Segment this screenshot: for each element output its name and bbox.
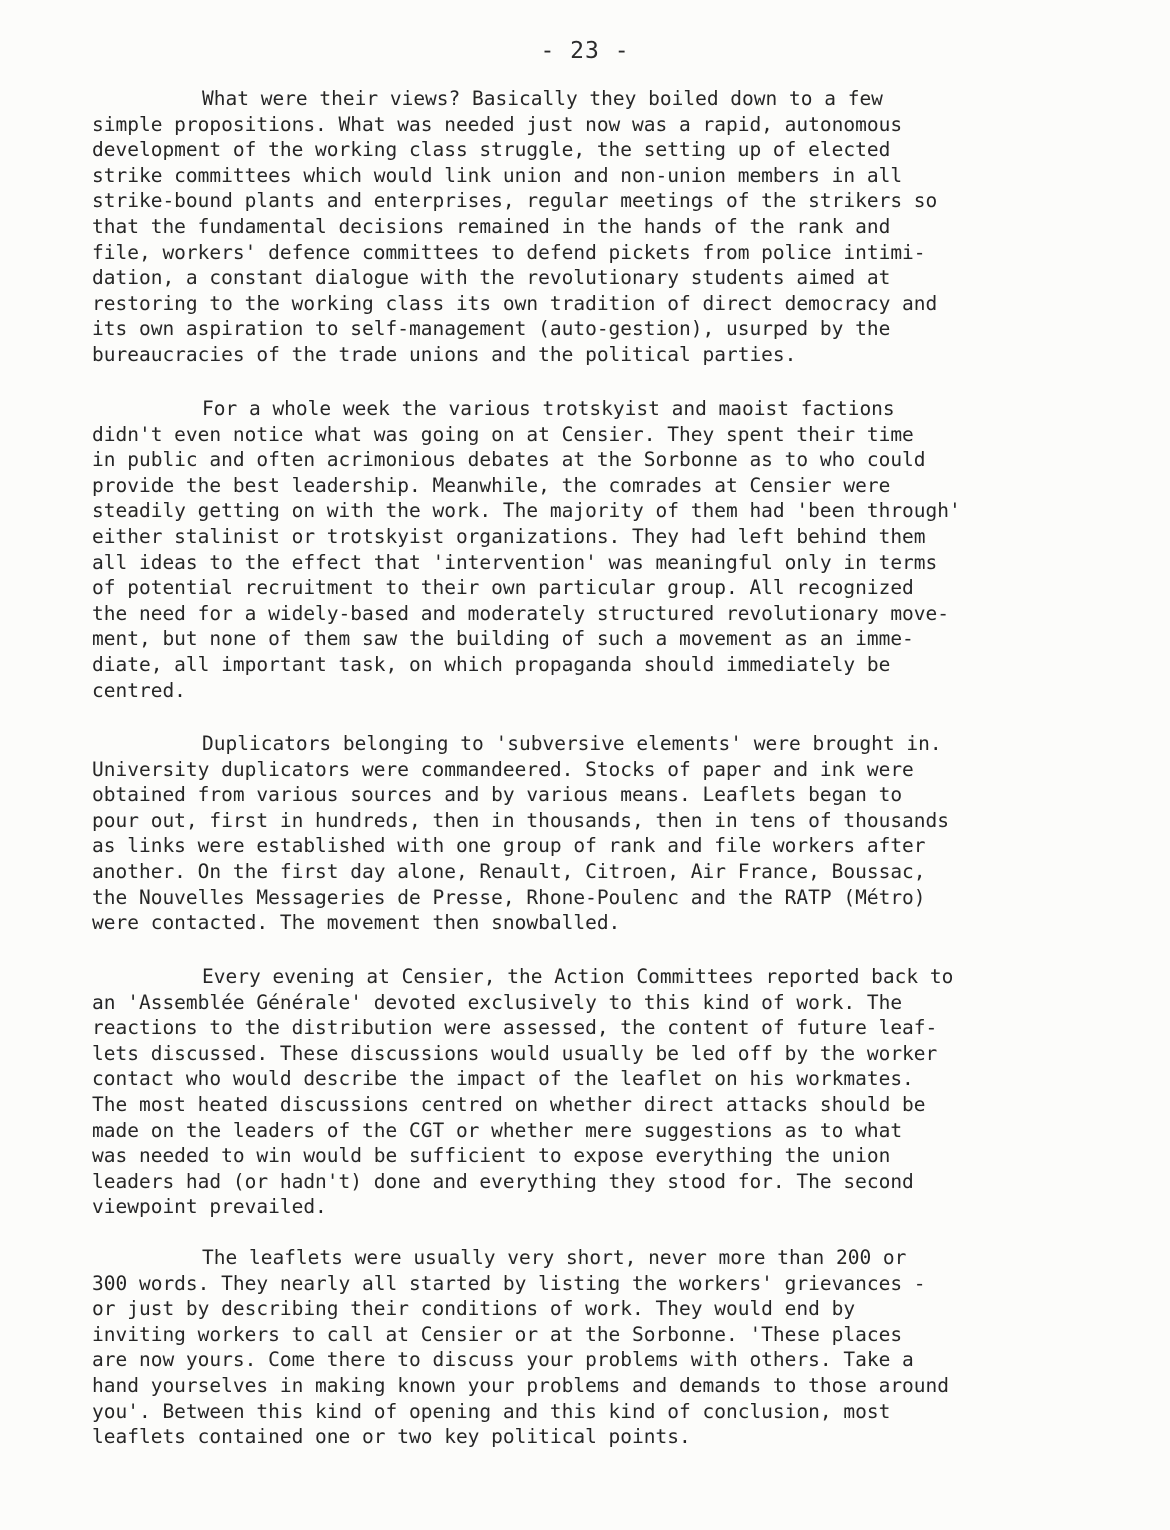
page-number: - 23 -: [540, 38, 630, 64]
text-line: Duplicators belonging to 'subversive elements' were brought in.: [202, 732, 942, 755]
text-line: are now yours. Come there to discuss your problems with others. Take a: [92, 1348, 914, 1372]
text-line: made on the leaders of the CGT or whether mere suggestions as to what: [92, 1118, 903, 1142]
text-line: For a whole week the various trotskyist and maoist factions: [202, 397, 895, 420]
text-line: pour out, first in hundreds, then in thousands, then in tens of thousands: [92, 808, 950, 832]
text-line: reactions to the distribution were assessed, the content of future leaf-: [92, 1016, 938, 1040]
text-line: that the fundamental decisions remained in the hands of the rank and: [92, 214, 891, 238]
text-line: 300 words. They nearly all started by listing the workers' grievances -: [92, 1271, 926, 1295]
paragraph-2: [92, 396, 1112, 703]
text-line: Every evening at Censier, the Action Committees reported back to: [202, 965, 954, 988]
text-line: ment, but none of them saw the building of such a movement as an imme-: [92, 627, 914, 651]
text-line: didn't even notice what was going on at Censier. They spent their time: [92, 422, 914, 446]
text-line: as links were established with one group of rank and file workers after: [92, 834, 926, 858]
text-line: file, workers' defence committees to defend pickets from police intimi-: [92, 240, 926, 264]
text-line: inviting workers to call at Censier or at the Sorbonne. 'These places: [92, 1322, 903, 1346]
text-line: contact who would describe the impact of the leaflet on his workmates.: [92, 1067, 914, 1091]
text-line: all ideas to the effect that 'intervention' was meaningful only in terms: [92, 550, 938, 574]
text-line: The leaflets were usually very short, never more than 200 or: [202, 1246, 907, 1269]
text-line: its own aspiration to self-management (auto-gestion), usurped by the: [92, 317, 891, 341]
text-line: simple propositions. What was needed just now was a rapid, autonomous: [92, 112, 903, 136]
paragraph-5: [92, 1245, 1112, 1450]
text-line: the need for a widely-based and moderately structured revolutionary move-: [92, 601, 950, 625]
text-line: restoring to the working class its own tradition of direct democracy and: [92, 291, 938, 315]
text-line: either stalinist or trotskyist organizations. They had left behind them: [92, 524, 926, 548]
text-line: you'. Between this kind of opening and this kind of conclusion, most: [92, 1399, 891, 1423]
text-line: What were their views? Basically they boiled down to a few: [202, 87, 883, 110]
text-line: leaders had (or hadn't) done and everything they stood for. The second: [92, 1169, 914, 1193]
text-line: centred.: [92, 678, 186, 702]
text-line: the Nouvelles Messageries de Presse, Rhone-Poulenc and the RATP (Métro): [92, 885, 926, 909]
text-line: were contacted. The movement then snowballed.: [92, 911, 621, 935]
text-line: was needed to win would be sufficient to expose everything the union: [92, 1144, 891, 1168]
paragraph-4: [92, 964, 1112, 1220]
text-line: leaflets contained one or two key political points.: [92, 1425, 691, 1449]
text-line: hand yourselves in making known your problems and demands to those around: [92, 1373, 950, 1397]
paragraph-3: [92, 731, 1112, 936]
text-line: University duplicators were commandeered. Stocks of paper and ink were: [92, 757, 914, 781]
text-line: dation, a constant dialogue with the revolutionary students aimed at: [92, 266, 891, 290]
text-line: bureaucracies of the trade unions and the political parties.: [92, 342, 797, 366]
text-line: provide the best leadership. Meanwhile, the comrades at Censier were: [92, 473, 891, 497]
text-line: The most heated discussions centred on whether direct attacks should be: [92, 1092, 926, 1116]
text-line: strike committees which would link union and non-union members in all: [92, 163, 903, 187]
text-line: strike-bound plants and enterprises, regular meetings of the strikers so: [92, 189, 938, 213]
text-line: an 'Assemblée Générale' devoted exclusively to this kind of work. The: [92, 990, 903, 1014]
text-line: another. On the first day alone, Renault, Citroen, Air France, Boussac,: [92, 859, 926, 883]
text-line: or just by describing their conditions of work. They would end by: [92, 1297, 856, 1321]
text-line: diate, all important task, on which propaganda should immediately be: [92, 652, 891, 676]
text-line: of potential recruitment to their own particular group. All recognized: [92, 576, 914, 600]
text-line: development of the working class struggle, the setting up of elected: [92, 138, 891, 162]
text-line: lets discussed. These discussions would usually be led off by the worker: [92, 1041, 938, 1065]
paragraph-1: [92, 86, 1112, 368]
text-line: steadily getting on with the work. The majority of them had 'been through': [92, 499, 961, 523]
text-line: viewpoint prevailed.: [92, 1195, 327, 1219]
text-line: in public and often acrimonious debates at the Sorbonne as to who could: [92, 448, 926, 472]
text-line: obtained from various sources and by various means. Leaflets began to: [92, 783, 903, 807]
